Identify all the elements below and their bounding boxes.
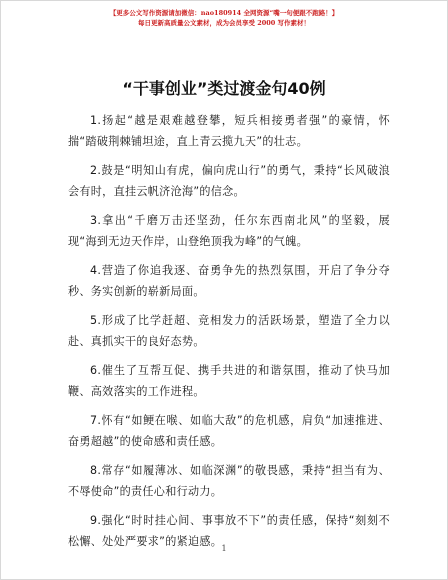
list-item: 4.营造了你追我逐、奋勇争先的热烈氛围，开启了争分夺秒、务实创新的崭新局面。 bbox=[68, 264, 390, 298]
list-item: 7.怀有“如鲠在喉、如临大敌”的危机感，肩负“加速推进、奋勇超越”的使命感和责任感。 bbox=[68, 414, 390, 448]
item-list bbox=[68, 110, 390, 560]
promo-banner bbox=[0, 8, 448, 28]
list-item: 1.扬起“越是艰难越登攀，短兵相接勇者强”的豪情，怀揣“踏破荆棘铺坦途，直上青云揽九天”的壮志。 bbox=[68, 114, 390, 148]
page-number: 1 bbox=[221, 544, 227, 553]
list-item: 8.常存“如履薄冰、如临深渊”的敬畏感，秉持“担当有为、不辱使命”的责任心和行动力。 bbox=[68, 464, 390, 498]
promo-banner-line-1: 【更多公文写作资源请加微信：nao180914 全网资源“嘴一句便跟不跑路！】 bbox=[109, 9, 339, 17]
list-item: 3.拿出“千磨万击还坚劲，任尔东西南北风”的坚毅，展现“海到无边天作岸，山登绝顶我为峰”的气魄。 bbox=[68, 214, 390, 248]
list-item: 6.催生了互帮互促、携手共进的和谐氛围，推动了快马加鞭、高效落实的工作进程。 bbox=[68, 364, 390, 398]
list-item: 2.鼓是“明知山有虎，偏向虎山行”的勇气，秉持“长风破浪会有时，直挂云帆济沧海”的信念。 bbox=[68, 164, 390, 198]
list-item: 9.强化“时时挂心间、事事放不下”的责任感，保持“刻刻不松懈、处处严要求”的紧迫感。 bbox=[68, 514, 390, 548]
promo-banner-line-2: 每日更新高质量公文素材，成为会员享受 2000 写作素材！ bbox=[137, 19, 311, 27]
document-title: “干事创业”类过渡金句40例 bbox=[122, 79, 326, 98]
list-item: 5.形成了比学赶超、竞相发力的活跃场景，塑造了全力以赴、真抓实干的良好态势。 bbox=[68, 314, 390, 348]
